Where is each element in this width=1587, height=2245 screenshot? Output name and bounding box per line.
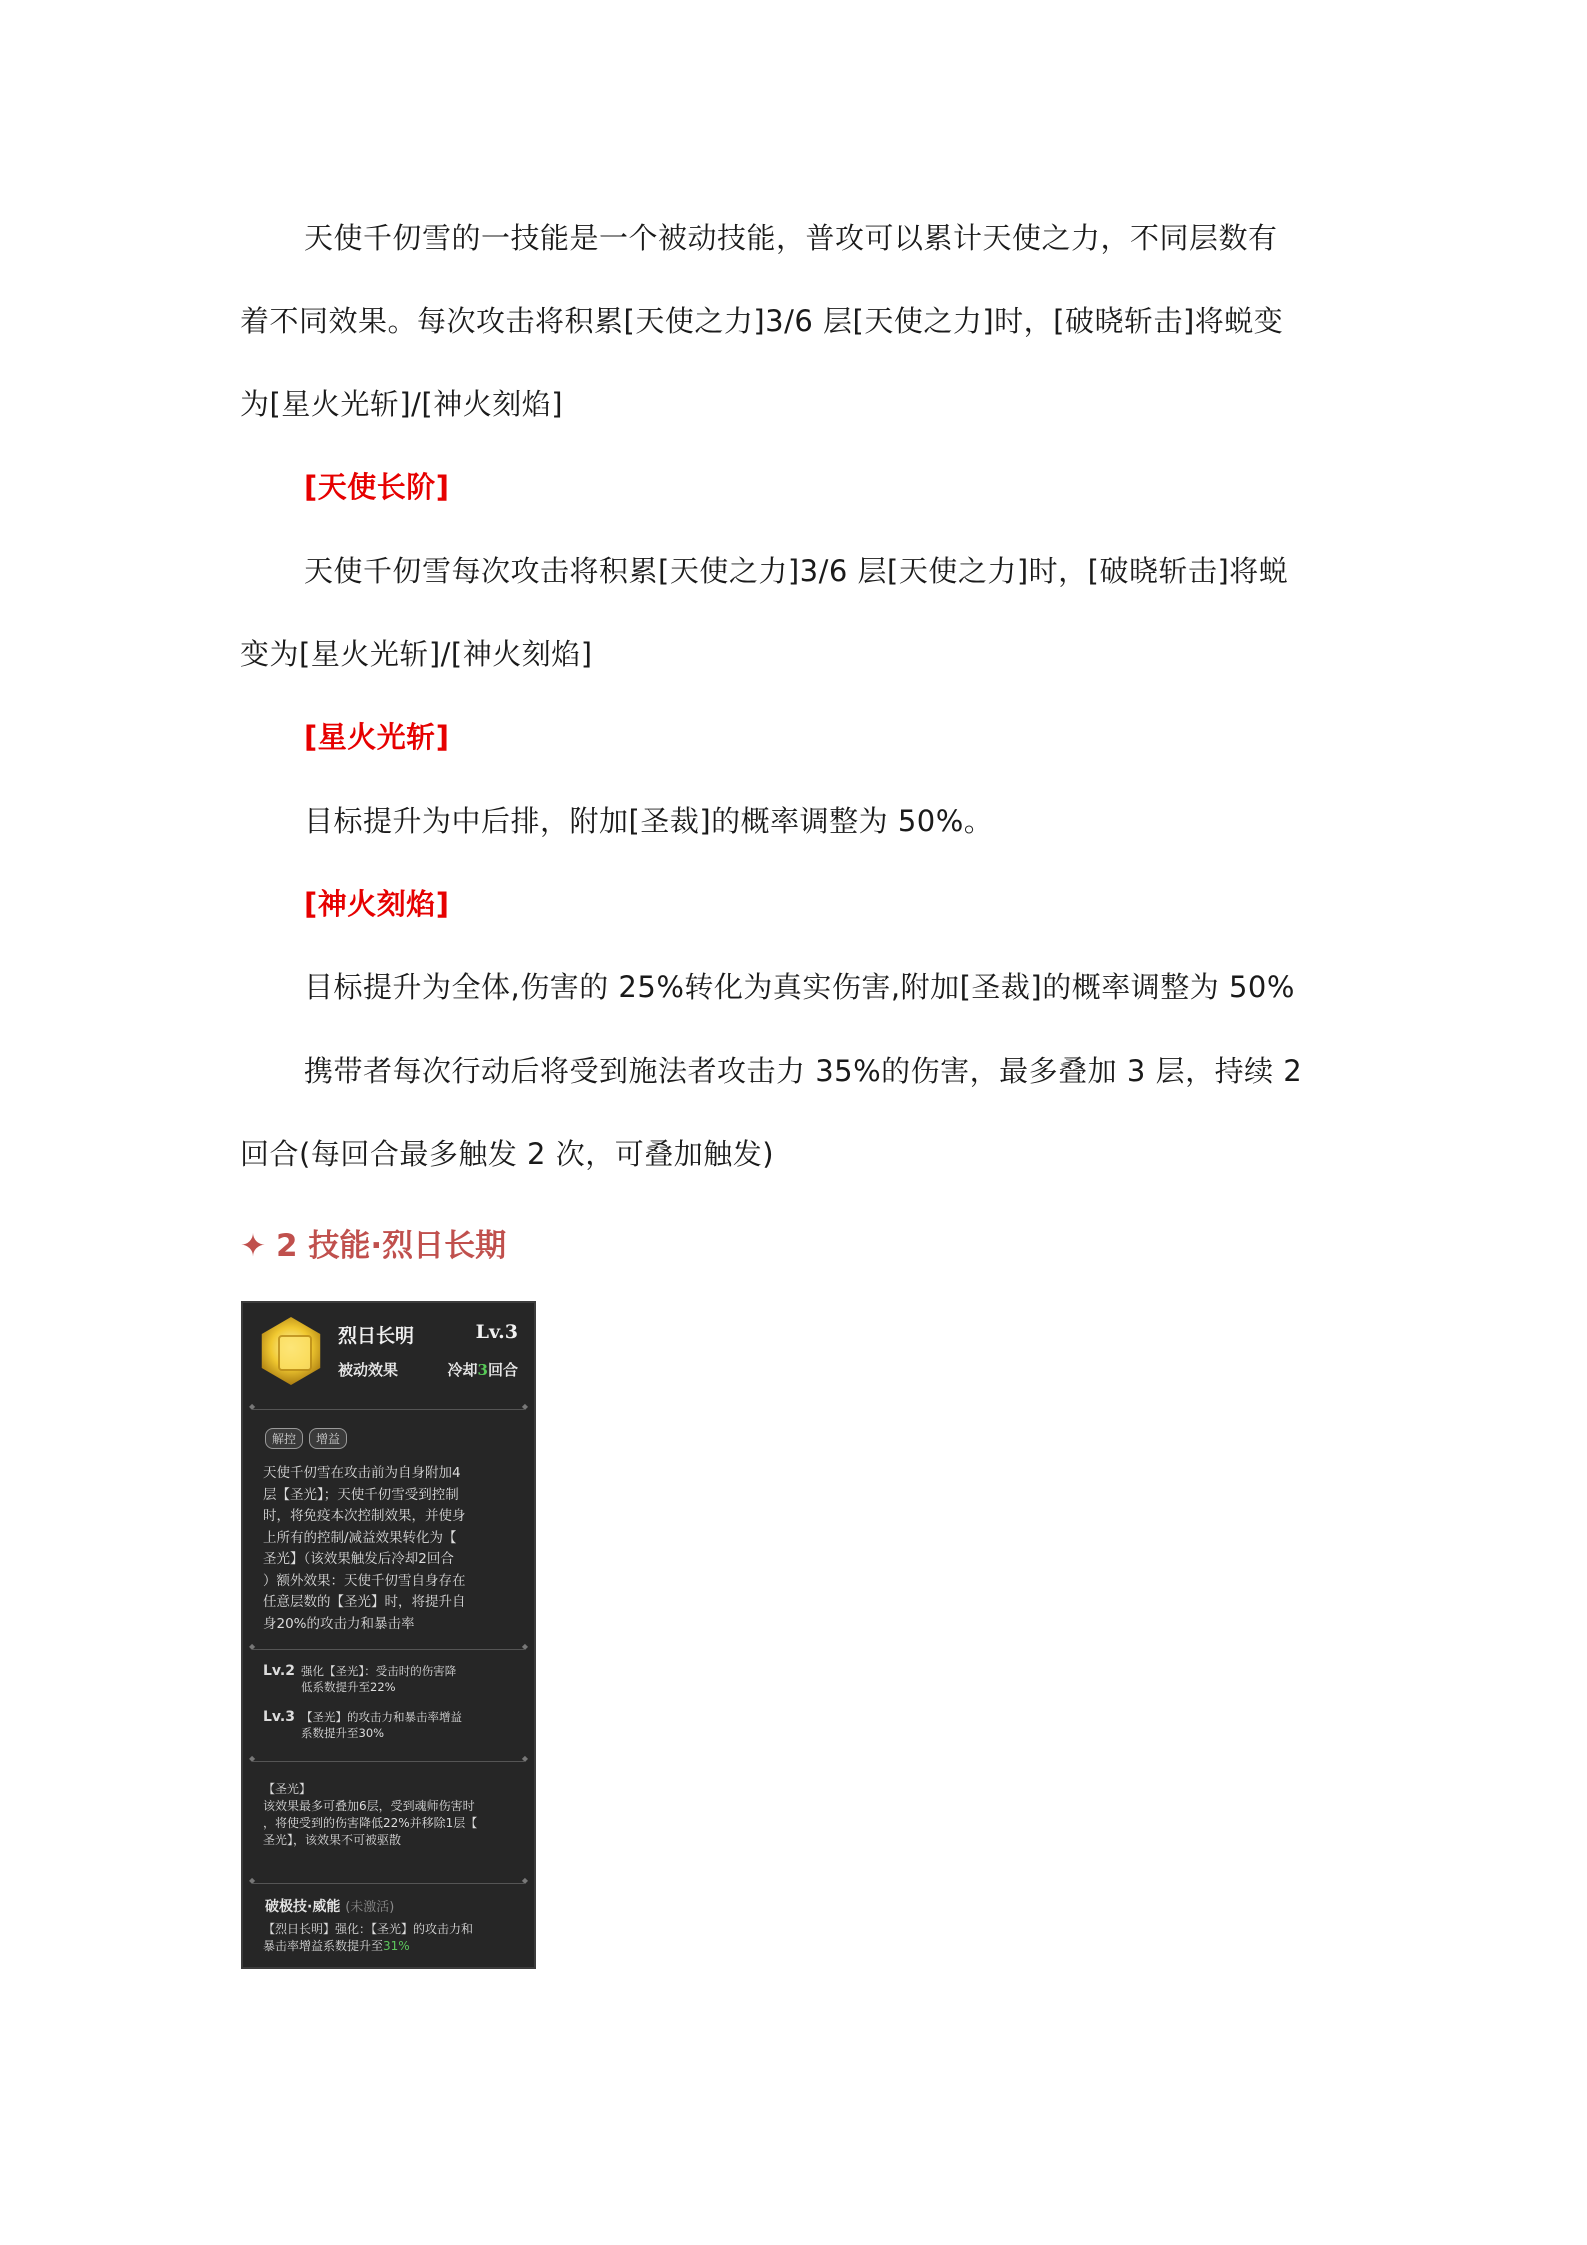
level-3-upgrade — [263, 1709, 462, 1741]
skill-tags — [265, 1428, 353, 1449]
break-line — [263, 1938, 473, 1955]
paragraph-5-line-1: 携带者每次行动后将受到施法者攻击力 35%的伤害，最多叠加 3 层，持续 2 — [304, 1054, 1303, 1088]
level-3-label: Lv.3 — [263, 1709, 295, 1725]
paragraph-1-line-1: 天使千仞雪的一技能是一个被动技能，普攻可以累计天使之力，不同层数有 — [304, 221, 1278, 255]
card-divider — [253, 1409, 524, 1410]
paragraph-5-line-2: 回合(每回合最多触发 2 次，可叠加触发) — [240, 1137, 775, 1171]
break-line: 【烈日长明】强化：【圣光】的攻击力和 — [263, 1922, 474, 1936]
holy-light-explanation — [263, 1781, 477, 1849]
paragraph-3-line-1: 目标提升为中后排，附加[圣裁]的概率调整为 50%。 — [304, 804, 994, 838]
glory-line: 该效果最多可叠加6层，受到魂师伤害时 — [263, 1799, 475, 1813]
cooldown-value: 3 — [477, 1361, 488, 1379]
skill-type: 被动效果 — [338, 1361, 399, 1379]
paragraph-1-line-3: 为[星火光斩]/[神火刻焰] — [240, 387, 564, 421]
paragraph-2-line-2: 变为[星火光斩]/[神火刻焰] — [240, 637, 593, 671]
desc-line: 时，将免疫本次控制效果，并使身 — [263, 1508, 466, 1524]
lv3-line: 【圣光】的攻击力和暴击率增益 — [301, 1710, 462, 1724]
cooldown-suffix: 回合 — [487, 1361, 518, 1379]
desc-line: 身20%的攻击力和暴击率 — [263, 1615, 415, 1632]
level-2-upgrade — [263, 1663, 456, 1695]
card-divider — [253, 1761, 524, 1762]
skill-description — [263, 1463, 523, 1635]
desc-line: 上所有的控制/减益效果转化为【 — [263, 1529, 457, 1546]
skill-icon-highlight — [278, 1335, 312, 1371]
desc-line: 圣光】（该效果触发后冷却2回合 — [263, 1551, 454, 1567]
level-2-text — [301, 1663, 456, 1695]
glory-line: ，将使受到的伤害降低22%并移除1层【 — [263, 1816, 478, 1830]
lv3-line: 系数提升至30% — [301, 1726, 385, 1740]
skill-name: 烈日长明 — [338, 1325, 415, 1347]
break-skill-description — [263, 1921, 473, 1955]
break-state: (未激活) — [345, 1900, 395, 1915]
cooldown-prefix: 冷却 — [447, 1361, 478, 1379]
tag-dispel-control: 解控 — [265, 1428, 303, 1449]
level-2-label: Lv.2 — [263, 1663, 295, 1679]
tag-buff: 增益 — [309, 1428, 347, 1449]
heading-star-fire-slash: [星火光斩] — [304, 720, 450, 754]
card-divider — [253, 1883, 524, 1884]
desc-line: ）额外效果：天使千仞雪自身存在 — [263, 1572, 466, 1589]
desc-line: 层【圣光】；天使千仞雪受到控制 — [263, 1486, 459, 1503]
paragraph-1-line-2: 着不同效果。每次攻击将积累[天使之力]3/6 层[天使之力]时，[破晓斩击]将蜕变 — [240, 304, 1284, 338]
break-skill-title — [265, 1896, 394, 1916]
break-title-text: 破极技·威能 — [265, 1899, 341, 1915]
star-icon: ✦ — [240, 1228, 266, 1264]
break-line-value: 31% — [383, 1939, 410, 1953]
break-line-prefix: 暴击率增益系数提升至 — [263, 1939, 384, 1953]
section-title: 2 技能·烈日长期 — [275, 1228, 507, 1264]
paragraph-2-line-1: 天使千仞雪每次攻击将积累[天使之力]3/6 层[天使之力]时，[破晓斩击]将蜕 — [304, 554, 1289, 588]
skill-level: Lv.3 — [475, 1321, 518, 1343]
desc-line: 任意层数的【圣光】时，将提升自 — [263, 1594, 466, 1610]
card-divider — [253, 1649, 524, 1650]
desc-line: 天使千仞雪在攻击前为自身附加4 — [263, 1465, 461, 1481]
level-3-text — [301, 1709, 462, 1741]
lv2-line: 低系数提升至22% — [301, 1680, 396, 1694]
lv2-line: 强化【圣光】：受击时的伤害降 — [301, 1664, 457, 1678]
glory-line: 【圣光】 — [263, 1782, 312, 1796]
skill-cooldown — [448, 1359, 518, 1380]
section-heading-skill-2 — [240, 1220, 506, 1265]
heading-divine-fire: [神火刻焰] — [304, 887, 450, 921]
heading-angel-ladder: [天使长阶] — [304, 470, 450, 504]
glory-line: 圣光】，该效果不可被驱散 — [263, 1833, 402, 1847]
skill-card — [241, 1301, 536, 1969]
paragraph-4-line-1: 目标提升为全体,伤害的 25%转化为真实伤害,附加[圣裁]的概率调整为 50% — [304, 970, 1295, 1004]
